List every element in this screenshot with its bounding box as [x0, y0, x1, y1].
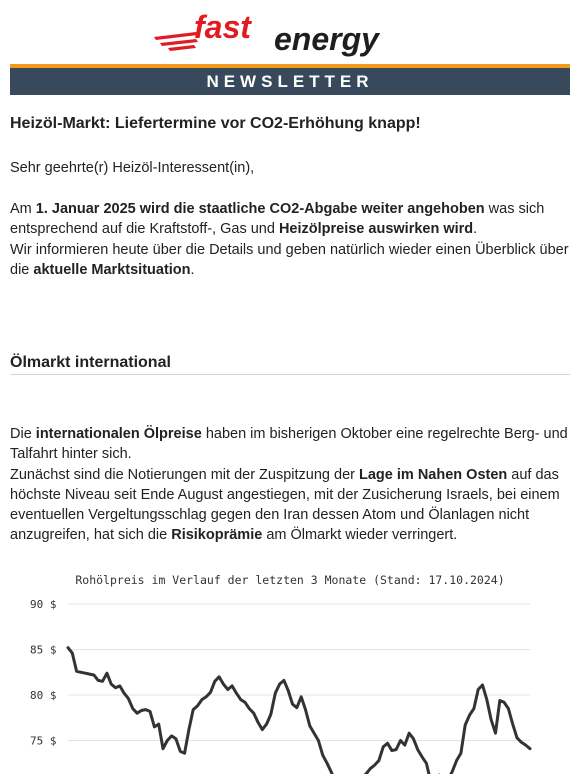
intro-highlight-heizoel: Heizölpreise auswirken wird: [278, 221, 474, 238]
section-divider: [10, 374, 570, 375]
oil-price-chart: [10, 566, 570, 774]
intro-highlight-markt: aktuelle Marktsituation: [33, 261, 191, 278]
logo-word-fast: fast: [194, 10, 251, 45]
headline: Heizöl-Markt: Liefertermine vor CO2-Erhöhung knapp!: [10, 115, 421, 132]
chart-y-tick-label: 75 $: [30, 734, 57, 748]
chart-title: Rohölpreis im Verlauf der letzten 3 Monate (Stand: 17.10.2024): [75, 573, 505, 587]
section-title: Ölmarkt international: [10, 354, 171, 371]
chart-y-tick-label: 85 $: [30, 643, 57, 657]
intro-paragraph: Am 1. Januar 2025 wird die staatliche CO2-Abgabe weiter angehoben was sich entsprechend auf die Kraftstoff-, Gas und Heizölpreise auswirken wird. Wir informieren heute über die Details und geben natürlich wieder einen Überblick über die aktuelle Marktsituation.: [10, 201, 569, 278]
speed-lines-icon: [154, 32, 198, 51]
greeting: Sehr geehrte(r) Heizöl-Interessent(in),: [10, 160, 255, 176]
market-paragraph: Die internationalen Ölpreise haben im bisherigen Oktober eine regelrechte Berg- und Talfahrt hinter sich. Zunächst sind die Notierungen mit der Zuspitzung der Lage im Nahen Osten auf das höchste Niveau seit Ende August angestiegen, mit der Zusicherung Israels, bei einem eventuellen Vergeltungsschlag gegen den Iran dessen Atom und Ölanlagen nicht anzugreifen, hat sich die Risikoprämie am Ölmarkt wieder verringert.: [10, 426, 568, 544]
intro-highlight-co2: 1. Januar 2025 wird die staatliche CO2-Abgabe weiter angehoben: [35, 201, 485, 217]
chart-y-tick-label: 90 $: [30, 598, 57, 611]
logo-word-energy: energy: [274, 21, 379, 57]
fastenergy-logo: [150, 10, 440, 58]
chart-y-tick-label: 80 $: [30, 689, 57, 702]
chart-series-line: [68, 648, 530, 774]
market-highlight-risiko: Risikoprämie: [171, 527, 263, 544]
newsletter-banner: NEWSLETTER: [10, 68, 570, 95]
market-highlight-oelpreise: internationalen Ölpreise: [35, 426, 202, 442]
market-highlight-nahost: Lage im Nahen Osten: [359, 466, 508, 483]
